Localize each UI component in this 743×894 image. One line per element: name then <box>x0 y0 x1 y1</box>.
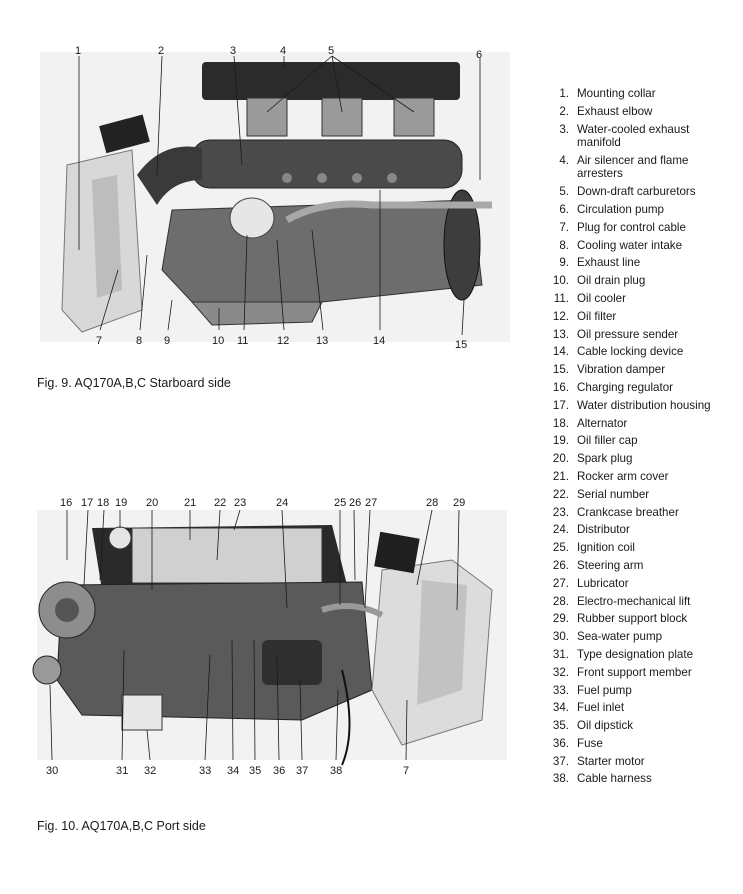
legend-item-label: Oil pressure sender <box>577 327 679 341</box>
legend-item <box>541 292 731 306</box>
legend-item <box>541 541 731 555</box>
callout-23: 23 <box>234 497 247 509</box>
lift-box-shape <box>374 532 419 573</box>
legend-item-number: 6. <box>559 202 569 216</box>
legend-item-label: Exhaust line <box>577 256 641 270</box>
legend-item-number: 1. <box>559 87 569 100</box>
legend-item <box>541 488 731 502</box>
legend-item <box>541 87 731 101</box>
legend-item-label: Oil filter <box>577 309 617 323</box>
callout-22: 22 <box>214 497 227 509</box>
outdrive-detail <box>417 580 467 705</box>
legend-item-number: 34. <box>552 701 569 715</box>
callout-11: 11 <box>237 335 249 347</box>
legend-item <box>541 256 731 270</box>
legend-item-label: Exhaust elbow <box>577 104 653 118</box>
oil-filter-shape <box>230 198 274 238</box>
legend-item <box>541 755 731 769</box>
carburetor-1-shape <box>247 98 287 136</box>
legend-item-number: 33. <box>552 683 569 697</box>
legend-item-number: 22. <box>552 487 569 501</box>
parts-legend <box>541 87 731 790</box>
legend-item-number: 18. <box>552 416 569 430</box>
oil-sump-shape <box>192 302 322 325</box>
legend-item-label: Mounting collar <box>577 87 656 100</box>
legend-item-number: 35. <box>552 719 569 733</box>
legend-item <box>541 185 731 199</box>
carburetor-2-shape <box>322 98 362 136</box>
callout-17: 17 <box>81 497 94 509</box>
manifold-bolt <box>387 173 397 183</box>
callout-3: 3 <box>230 45 237 57</box>
rocker-cover-face <box>132 528 322 583</box>
legend-item <box>541 470 731 484</box>
legend-item-label: Cooling water intake <box>577 238 683 252</box>
legend-item <box>541 274 731 288</box>
legend-item-number: 21. <box>552 469 569 483</box>
legend-item-number: 26. <box>552 558 569 572</box>
callout-21: 21 <box>184 497 197 509</box>
legend-item-label: Water distribution housing <box>577 398 711 412</box>
starter-motor-shape <box>262 640 322 685</box>
callout-5: 5 <box>328 45 335 57</box>
callout-30: 30 <box>46 765 59 777</box>
legend-item-label: Water-cooled exhaust manifold <box>577 122 690 150</box>
legend-item <box>541 310 731 324</box>
legend-item-label: Lubricator <box>577 576 629 590</box>
callout-36: 36 <box>273 765 286 777</box>
legend-item-label: Fuel pump <box>577 683 632 697</box>
legend-item <box>541 719 731 733</box>
legend-item-label: Steering arm <box>577 558 644 572</box>
callout-32: 32 <box>144 765 157 777</box>
callout-7: 7 <box>96 335 103 347</box>
legend-item-number: 2. <box>559 104 569 118</box>
legend-item-label: Oil cooler <box>577 291 626 305</box>
legend-item-number: 15. <box>552 363 569 377</box>
legend-item <box>541 345 731 359</box>
callout-37: 37 <box>296 765 309 777</box>
legend-item-number: 9. <box>559 256 569 270</box>
legend-item-number: 38. <box>552 772 569 786</box>
manifold-bolt <box>317 173 327 183</box>
legend-item-number: 3. <box>559 122 569 136</box>
legend-item-number: 8. <box>559 238 569 252</box>
callout-4: 4 <box>280 45 287 57</box>
legend-item-number: 25. <box>552 541 569 555</box>
figure-port-side <box>22 490 522 790</box>
callout-15: 15 <box>455 339 468 351</box>
legend-item-number: 36. <box>552 736 569 750</box>
legend-item-number: 10. <box>552 274 569 288</box>
legend-item <box>541 701 731 715</box>
legend-item-label: Vibration damper <box>577 363 666 377</box>
callout-19: 19 <box>115 497 128 509</box>
legend-item <box>541 417 731 431</box>
legend-item-number: 23. <box>552 505 569 519</box>
legend-item-label: Plug for control cable <box>577 220 686 234</box>
callout-14: 14 <box>373 335 386 347</box>
sea-water-pump-shape <box>33 656 61 684</box>
legend-item <box>541 737 731 751</box>
callout-10: 10 <box>212 335 225 347</box>
legend-item-label: Sea-water pump <box>577 630 663 644</box>
legend-item <box>541 381 731 395</box>
legend-item-number: 32. <box>552 665 569 679</box>
legend-item <box>541 523 731 537</box>
callout-2: 2 <box>158 45 165 57</box>
figure-starboard-side <box>22 40 522 360</box>
legend-item-label: Starter motor <box>577 754 645 768</box>
callout-33: 33 <box>199 765 212 777</box>
legend-item-number: 5. <box>559 185 569 199</box>
legend-item <box>541 559 731 573</box>
legend-item <box>541 221 731 235</box>
legend-item-label: Rocker arm cover <box>577 469 669 483</box>
legend-item-number: 28. <box>552 594 569 608</box>
callout-31: 31 <box>116 765 129 777</box>
callout-24: 24 <box>276 497 289 509</box>
legend-item-number: 16. <box>552 380 569 394</box>
figure-9-caption: Fig. 9. AQ170A,B,C Starboard side <box>37 376 231 390</box>
callout-29: 29 <box>453 497 466 509</box>
legend-item-label: Oil drain plug <box>577 274 646 288</box>
legend-item-label: Cable locking device <box>577 345 684 359</box>
alternator-hub <box>55 598 79 622</box>
callout-16: 16 <box>60 497 73 509</box>
manifold-bolt <box>352 173 362 183</box>
legend-item <box>541 666 731 680</box>
callout-8: 8 <box>136 335 143 347</box>
engine-block-shape <box>57 582 372 720</box>
legend-item <box>541 239 731 253</box>
legend-item <box>541 595 731 609</box>
manifold-bolt <box>282 173 292 183</box>
legend-item-label: Electro-mechanical lift <box>577 594 691 608</box>
legend-item <box>541 434 731 448</box>
legend-item-label: Crankcase breather <box>577 505 679 519</box>
oil-filler-cap-shape <box>109 527 131 549</box>
legend-item-label: Front support member <box>577 665 692 679</box>
legend-item <box>541 154 731 181</box>
legend-item-number: 20. <box>552 452 569 466</box>
legend-item <box>541 203 731 217</box>
legend-item-label: Serial number <box>577 487 650 501</box>
legend-item-number: 29. <box>552 612 569 626</box>
legend-item <box>541 105 731 119</box>
legend-item <box>541 684 731 698</box>
callout-38: 38 <box>330 765 343 777</box>
legend-item <box>541 630 731 644</box>
legend-item <box>541 363 731 377</box>
callout-12: 12 <box>277 335 290 347</box>
legend-item-label: Type designation plate <box>577 647 694 661</box>
legend-item <box>541 772 731 786</box>
legend-item-label: Spark plug <box>577 452 633 466</box>
legend-item <box>541 648 731 662</box>
legend-item-label: Down-draft carburetors <box>577 185 696 199</box>
callout-18: 18 <box>97 497 110 509</box>
legend-item-label: Oil dipstick <box>577 719 634 733</box>
legend-item-label: Rubber support block <box>577 612 688 626</box>
callout-25: 25 <box>334 497 347 509</box>
front-support-shape <box>122 695 162 730</box>
callout-1: 1 <box>75 45 82 57</box>
carburetor-3-shape <box>394 98 434 136</box>
air-silencer-shape <box>202 62 460 100</box>
callout-35: 35 <box>249 765 262 777</box>
callout-28: 28 <box>426 497 439 509</box>
legend-item-label: Oil filler cap <box>577 434 638 448</box>
callout-9: 9 <box>164 335 171 347</box>
legend-item-number: 27. <box>552 576 569 590</box>
legend-item <box>541 577 731 591</box>
figure-10-caption: Fig. 10. AQ170A,B,C Port side <box>37 819 206 833</box>
legend-item-label: Alternator <box>577 416 628 430</box>
legend-item-label: Distributor <box>577 523 630 537</box>
legend-item-number: 19. <box>552 434 569 448</box>
legend-item-label: Ignition coil <box>577 541 636 555</box>
callout-34: 34 <box>227 765 240 777</box>
callout-6: 6 <box>476 49 483 61</box>
collar-detail <box>92 175 122 298</box>
legend-item-label: Fuse <box>577 736 603 750</box>
exhaust-manifold-shape <box>192 140 462 188</box>
legend-item-number: 14. <box>552 345 569 359</box>
legend-item-label: Circulation pump <box>577 202 664 216</box>
legend-item <box>541 612 731 626</box>
legend-item-label: Fuel inlet <box>577 701 625 715</box>
legend-item-number: 31. <box>552 647 569 661</box>
callout-13: 13 <box>316 335 329 347</box>
engine-block-shape <box>162 200 482 302</box>
legend-item <box>541 399 731 413</box>
legend-item-number: 30. <box>552 630 569 644</box>
legend-item-label: Cable harness <box>577 772 652 786</box>
callout-27: 27 <box>365 497 378 509</box>
legend-item-number: 7. <box>559 220 569 234</box>
engine-starboard-illustration <box>22 40 522 360</box>
legend-item-number: 12. <box>552 309 569 323</box>
legend-item-number: 37. <box>552 754 569 768</box>
callout-20: 20 <box>146 497 159 509</box>
legend-item-number: 17. <box>552 398 569 412</box>
legend-item-number: 24. <box>552 523 569 537</box>
legend-item <box>541 328 731 342</box>
legend-item <box>541 123 731 150</box>
callout-26: 26 <box>349 497 362 509</box>
legend-item <box>541 506 731 520</box>
legend-item-number: 13. <box>552 327 569 341</box>
engine-port-illustration <box>22 490 522 790</box>
legend-item-number: 4. <box>559 153 569 167</box>
legend-item <box>541 452 731 466</box>
callout-7-port: 7 <box>403 765 410 777</box>
legend-item-number: 11. <box>553 291 569 305</box>
legend-item-label: Charging regulator <box>577 380 674 394</box>
legend-item-label: Air silencer and flame arresters <box>577 153 689 181</box>
